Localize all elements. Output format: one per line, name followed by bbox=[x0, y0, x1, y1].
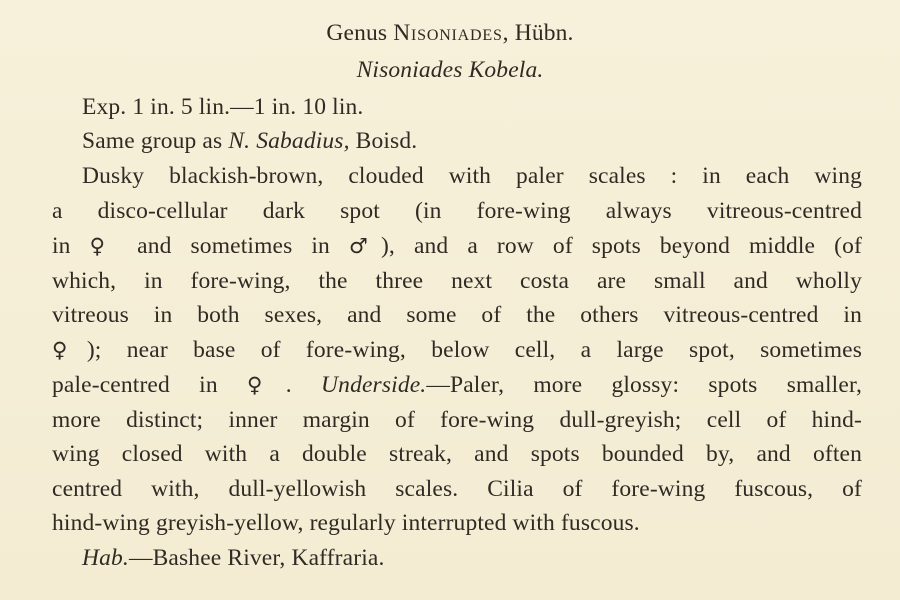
female-symbol: ♀ bbox=[52, 338, 87, 362]
genus-prefix: Genus bbox=[326, 20, 394, 46]
description-line-4: which, in fore-wing, the three next costa are small and wholly bbox=[52, 268, 862, 294]
text-segment: ); near base of fore-wing, below cell, a large spot, sometimes bbox=[86, 337, 863, 363]
text-segment: ), and a row of spots beyond middle (of bbox=[380, 233, 862, 259]
text-segment: in bbox=[52, 233, 90, 259]
underside-label: Underside. bbox=[321, 372, 427, 398]
description-line-10: centred with, dull-yellowish scales. Cilia of fore-wing fuscous, of bbox=[52, 476, 862, 502]
description-line-11: hind-wing greyish-yellow, regularly interrupted with fuscous. bbox=[52, 510, 640, 536]
habitat-label: Hab. bbox=[82, 545, 129, 571]
group-line bbox=[82, 126, 417, 156]
text-segment: and sometimes in bbox=[118, 233, 349, 259]
text-segment: . bbox=[285, 372, 322, 398]
habitat-line bbox=[82, 543, 385, 573]
description-line-6 bbox=[52, 335, 862, 365]
description-line-3 bbox=[52, 231, 862, 261]
description-line-8: more distinct; inner margin of fore-wing dull-greyish; cell of hind- bbox=[52, 407, 862, 433]
habitat-text: —Bashee River, Kaffraria. bbox=[128, 545, 385, 571]
description-line-2: a disco-cellular dark spot (in fore-wing always vitreous-centred bbox=[52, 198, 862, 224]
text-segment: —Paler, more glossy: spots smaller, bbox=[426, 372, 863, 398]
group-prefix: Same group as bbox=[82, 128, 229, 154]
description-line-9: wing closed with a double streak, and spots bounded by, and often bbox=[52, 441, 862, 467]
female-symbol: ♀ bbox=[89, 234, 119, 258]
description-line-5: vitreous in both sexes, and some of the others vitreous-centred in bbox=[52, 302, 862, 328]
group-author: Boisd. bbox=[349, 128, 418, 154]
genus-heading bbox=[0, 18, 900, 48]
genus-name: Nisoniades bbox=[393, 20, 503, 46]
description-line-1: Dusky blackish-brown, clouded with paler scales : in each wing bbox=[82, 163, 862, 189]
expanse-line: Exp. 1 in. 5 lin.—1 in. 10 lin. bbox=[82, 94, 364, 120]
species-heading: Nisoniades Kobela. bbox=[356, 57, 544, 83]
female-symbol: ♀ bbox=[247, 373, 286, 397]
description-line-7 bbox=[52, 370, 862, 400]
genus-author: , Hübn. bbox=[502, 20, 574, 46]
male-symbol: ♂ bbox=[348, 234, 381, 258]
text-segment: pale-centred in bbox=[52, 372, 247, 398]
group-species-name: N. Sabadius, bbox=[228, 128, 350, 154]
